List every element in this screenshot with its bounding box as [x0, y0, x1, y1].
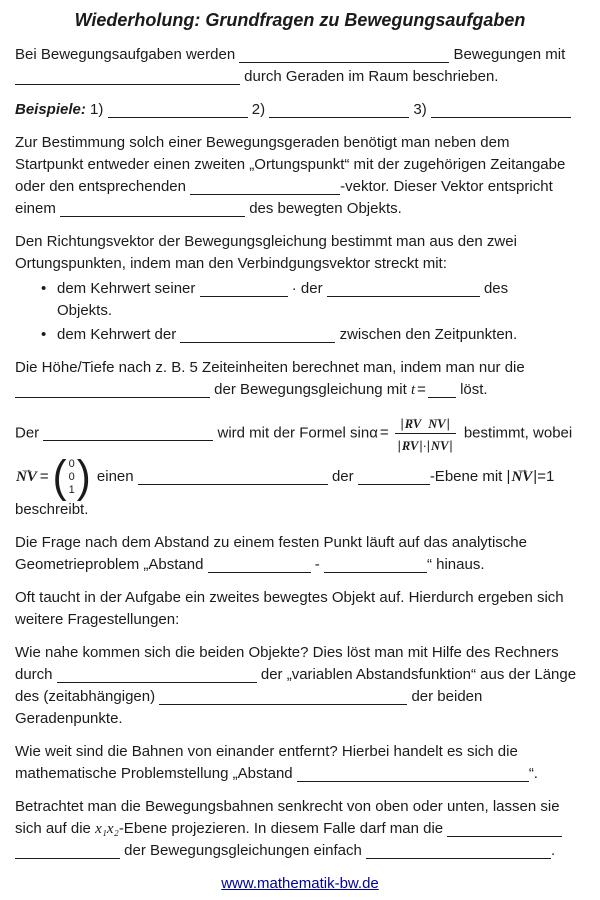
blank-field: [428, 382, 456, 398]
text-run: sich auf die: [15, 820, 91, 837]
blank-field: [269, 102, 409, 118]
paragraph-richtungsvektor: [15, 231, 585, 275]
blank-field: [200, 281, 288, 297]
text-run: einem: [15, 200, 56, 217]
math-variable-x1x2: x₁x₂: [95, 821, 119, 837]
text-run: Objekts.: [57, 302, 113, 319]
paragraph-hoehe-tiefe: [15, 357, 585, 401]
text-run: 1): [90, 101, 104, 118]
footer-link[interactable]: www.mathematik-bw.de: [221, 875, 379, 892]
text-run: zwischen den Zeitpunkten.: [339, 326, 518, 343]
text-run: -Ebene projezieren. In diesem Falle darf man die: [118, 820, 444, 837]
text-run: durch Geraden im Raum beschrieben.: [244, 68, 499, 85]
column-vector: [52, 451, 91, 502]
math-token: 1: [545, 467, 555, 485]
text-run: Oft taucht in der Aufgabe ein zweites bewegtes Objekt auf. Hierdurch ergeben sich: [15, 589, 564, 606]
text-run: Den Richtungsvektor der Bewegungsgleichung bestimmt man aus den zwei: [15, 233, 517, 250]
blank-field: [138, 469, 328, 485]
abs-bar: |: [419, 439, 423, 453]
blank-field: [327, 281, 480, 297]
vector-nv: [427, 414, 446, 433]
math-token: =: [537, 467, 546, 485]
bullet-icon: •: [41, 326, 47, 343]
fraction-numerator: [398, 412, 453, 433]
text-run: weitere Fragestellungen:: [15, 611, 180, 628]
blank-field: [190, 179, 340, 195]
examples-line: [15, 99, 585, 121]
vector-label: RV: [401, 439, 419, 453]
text-run: .: [551, 842, 556, 859]
vector-label: NV: [428, 417, 446, 431]
text-run: durch: [15, 666, 53, 683]
text-run: -Ebene mit: [429, 467, 503, 485]
vector-nv: [15, 460, 38, 492]
abs-bar: |: [400, 417, 404, 431]
text-run: Ortungspunkten, indem man den Verbindgungsvektor streckt mit:: [15, 255, 447, 272]
abs-bar: |: [397, 439, 401, 453]
blank-field: [108, 102, 248, 118]
text-run: der: [300, 280, 323, 297]
abs-bar: |: [446, 417, 450, 431]
bullet-icon: •: [41, 280, 47, 297]
text-run: der „variablen Abstandsfunktion“ aus der Länge: [260, 666, 577, 683]
blank-field: [180, 327, 335, 343]
text-run: Zur Bestimmung solch einer Bewegungsgeraden benötigt man neben dem: [15, 134, 510, 151]
paragraph-wie-nahe: [15, 642, 585, 730]
paragraph-winkel-formel: [15, 412, 585, 521]
text-run: “ hinaus.: [426, 556, 485, 573]
math-variable-t: t: [410, 382, 416, 398]
paragraph-abstand-punkt: [15, 532, 585, 576]
abs-bar: |: [449, 439, 453, 453]
paragraph-intro: [15, 44, 585, 88]
text-run: Betrachtet man die Bewegungsbahnen senkrecht von oben oder unten, lassen sie: [15, 798, 560, 815]
vector-nv: [510, 460, 533, 492]
text-run: der Bewegungsgleichung mit: [214, 381, 407, 398]
blank-field: [431, 102, 571, 118]
text-run: löst.: [460, 381, 488, 398]
vector-components: [67, 458, 77, 497]
text-run: wird mit der Formel: [217, 424, 346, 442]
vector-label: NV: [16, 468, 37, 485]
fraction-denominator: [395, 433, 456, 455]
text-run: Wie weit sind die Bahnen von einander entfernt? Hierbei handelt es sich die: [15, 743, 518, 760]
blank-field: [159, 689, 407, 705]
text-run: oder den entsprechenden: [15, 178, 186, 195]
vector-component: 0: [68, 457, 75, 470]
text-run: 2): [251, 101, 266, 118]
blank-field: [324, 557, 427, 573]
bullet-list: [15, 278, 585, 346]
vector-component: 1: [68, 483, 75, 496]
math-token: =: [379, 424, 389, 442]
examples-label: Beispiele:: [15, 101, 86, 118]
vector-rv: [401, 436, 419, 455]
blank-field: [208, 557, 311, 573]
paragraph-wie-weit: [15, 741, 585, 785]
formula-fraction: [395, 412, 456, 455]
text-run: des bewegten Objekts.: [249, 200, 402, 217]
multiplication-dot: ·: [422, 439, 427, 453]
text-run: einen: [96, 467, 134, 485]
text-run: der beiden: [411, 688, 483, 705]
text-run: beschreibt.: [15, 501, 89, 518]
abs-bar: |: [426, 439, 431, 453]
page-footer: [15, 873, 585, 895]
text-run: Bewegungen mit: [453, 46, 566, 63]
blank-field: [43, 425, 213, 441]
blank-field: [447, 821, 562, 837]
blank-field: [57, 667, 257, 683]
abs-bar: |: [506, 467, 511, 485]
abs-bar: |: [533, 467, 538, 485]
list-item: [15, 278, 585, 322]
math-token: =: [417, 381, 426, 398]
blank-field: [239, 47, 449, 63]
vector-label: RV: [404, 417, 422, 431]
text-run: Die Frage nach dem Abstand zu einem festen Punkt läuft auf das analytische: [15, 534, 527, 551]
text-run: Wie nahe kommen sich die beiden Objekte? Dies löst man mit Hilfe des Rechners: [15, 644, 559, 661]
text-run: dem Kehrwert seiner: [57, 280, 196, 297]
text-run: dem Kehrwert der: [57, 326, 177, 343]
blank-field: [358, 469, 430, 485]
text-run: Geradenpunkte.: [15, 710, 123, 727]
blank-field: [15, 382, 210, 398]
paragraph-zweites-objekt: [15, 587, 585, 631]
blank-field: [60, 201, 245, 217]
vector-label: NV: [511, 468, 533, 485]
blank-field: [297, 766, 529, 782]
text-run: der Bewegungsgleichungen einfach: [124, 842, 362, 859]
vector-label: NV: [431, 439, 449, 453]
text-run: des (zeitabhängigen): [15, 688, 156, 705]
text-run: Startpunkt entweder einen zweiten „Ortungspunkt“ mit der zugehörigen Zeitangabe: [15, 156, 566, 173]
text-run: Bei Bewegungsaufgaben werden: [15, 46, 236, 63]
text-run: 3): [413, 101, 427, 118]
paragraph-bestimmung: [15, 132, 585, 220]
math-alpha: α: [369, 424, 378, 442]
text-run: Geometrieproblem „Abstand: [15, 556, 204, 573]
blank-field: [366, 843, 551, 859]
math-token: sin: [350, 424, 370, 442]
blank-field: [15, 843, 120, 859]
vector-component: 0: [68, 470, 75, 483]
blank-field: [15, 69, 240, 85]
left-paren: (: [52, 451, 67, 502]
right-paren: ): [76, 451, 91, 502]
text-run: bestimmt, wobei: [463, 424, 573, 442]
multiplication-dot: ·: [291, 280, 297, 297]
math-token: =: [39, 467, 49, 485]
text-run: -vektor. Dieser Vektor entspricht: [340, 178, 553, 195]
vector-nv: [430, 436, 449, 455]
vector-rv: [404, 414, 422, 433]
list-item: [15, 324, 585, 346]
text-run: mathematische Problemstellung „Abstand: [15, 765, 293, 782]
paragraph-projektion: [15, 796, 585, 862]
text-run: “.: [528, 765, 538, 782]
text-run: der: [331, 467, 354, 485]
text-run: -: [314, 556, 320, 573]
text-run: des: [483, 280, 509, 297]
text-run: Der: [15, 424, 40, 442]
page-title: Wiederholung: Grundfragen zu Bewegungsaufgaben: [74, 10, 526, 30]
text-run: Die Höhe/Tiefe nach z. B. 5 Zeiteinheiten berechnet man, indem man nur die: [15, 359, 525, 376]
